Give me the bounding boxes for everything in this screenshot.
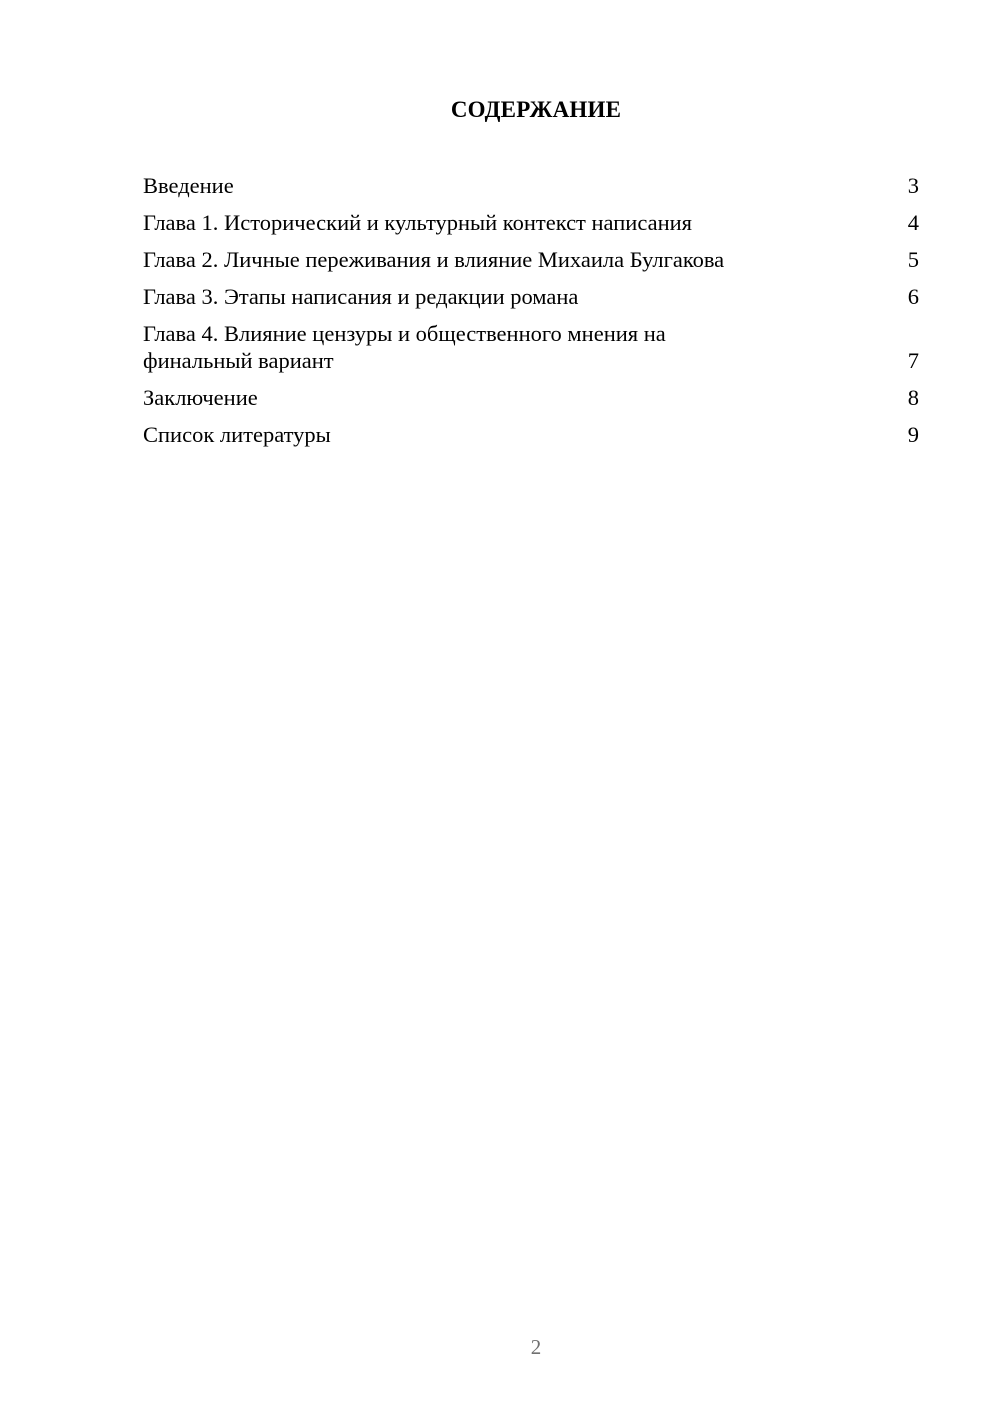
toc-entry-title: Введение	[143, 173, 234, 198]
toc-entry-page: 3	[907, 173, 919, 198]
toc-entry-title: Глава 3. Этапы написания и редакции романа	[143, 284, 579, 309]
table-of-contents	[143, 172, 919, 458]
toc-entry-title: Глава 1. Исторический и культурный контекст написания	[143, 210, 693, 235]
toc-entry-bibliography	[143, 421, 919, 448]
toc-entry-page: 8	[907, 385, 919, 410]
toc-entry-page: 9	[907, 422, 919, 447]
toc-entry-chapter-3	[143, 283, 919, 310]
toc-entry-conclusion	[143, 384, 919, 411]
toc-entry-page: 4	[907, 210, 919, 235]
page-number: 2	[530, 1335, 542, 1359]
toc-entry-page: 7	[907, 348, 919, 373]
toc-entry-chapter-1	[143, 209, 919, 236]
toc-entry-title: Заключение	[143, 385, 258, 410]
toc-entry-chapter-2	[143, 246, 919, 273]
toc-entry-title: Список литературы	[143, 422, 331, 447]
toc-entry-chapter-4	[143, 320, 919, 374]
toc-entry-title: Глава 4. Влияние цензуры и общественного мнения на финальный вариант	[143, 321, 666, 373]
toc-entry-title: Глава 2. Личные переживания и влияние Михаила Булгакова	[143, 247, 725, 272]
toc-entry-introduction	[143, 172, 919, 199]
toc-entry-page: 6	[907, 284, 919, 309]
toc-heading: СОДЕРЖАНИЕ	[450, 97, 622, 122]
toc-entry-page: 5	[907, 247, 919, 272]
